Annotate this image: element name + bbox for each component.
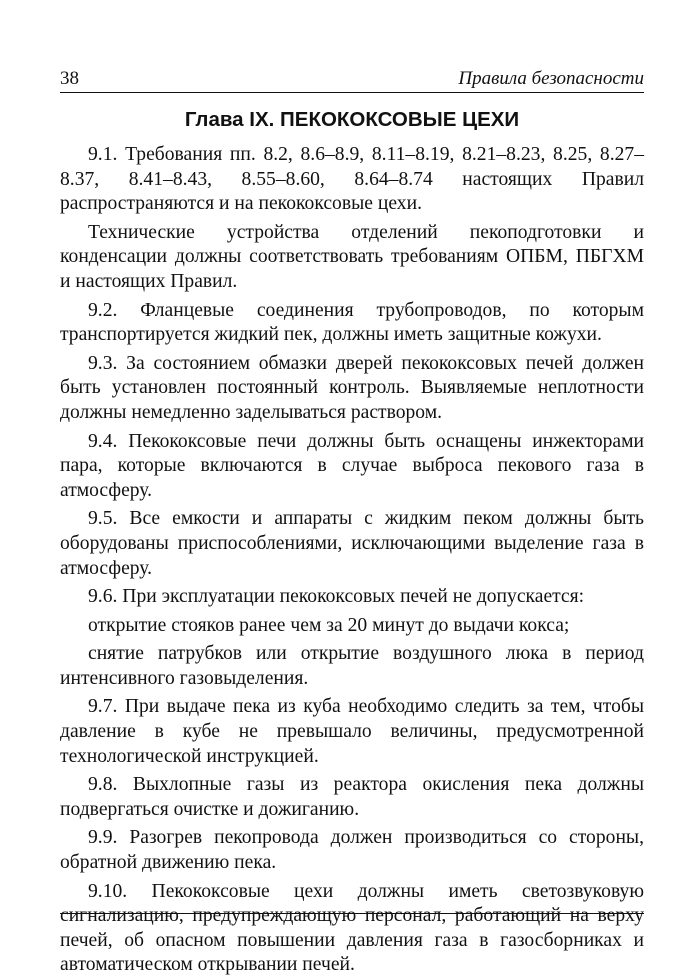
paragraph-9-10: 9.10. Пекококсовые цехи должны иметь светозвуковую сигнализацию, предупреждающую персонал, работающий на верху печей, об опасном повышении давления газа в газосборниках и автоматическом открывании печей. — [60, 880, 644, 976]
paragraph-9-1: 9.1. Требования пп. 8.2, 8.6–8.9, 8.11–8.19, 8.21–8.23, 8.25, 8.27–8.37, 8.41–8.43, 8.55–8.60, 8.64–8.74 настоящих Правил распространяются и на пекококсовые цехи. — [60, 144, 644, 215]
document-page — [60, 68, 644, 978]
page-number: 38 — [60, 68, 79, 89]
paragraph-9-4: 9.4. Пекококсовые печи должны быть оснащены инжекторами пара, которые включаются в случае выброса пекового газа в атмосферу. — [60, 430, 644, 501]
paragraph-9-7: 9.7. При выдаче пека из куба необходимо следить за тем, чтобы давление в кубе не превышало величины, предусмотренной технологической инструкцией. — [60, 696, 644, 767]
page-header — [60, 68, 644, 93]
paragraph-9-9: 9.9. Разогрев пекопровода должен производиться со стороны, обратной движению пека. — [60, 827, 644, 874]
paragraph-technical-devices: Технические устройства отделений пекоподготовки и конденсации должны соответствовать требованиям ОПБМ, ПБГХМ и настоящих Правил. — [60, 221, 644, 292]
paragraph-9-3: 9.3. За состоянием обмазки дверей пекококсовых печей должен быть установлен постоянный контроль. Выявляемые неплотности должны немедленно заделываться раствором. — [60, 352, 644, 423]
paragraph-9-6: 9.6. При эксплуатации пекококсовых печей не допускается: — [88, 586, 585, 608]
paragraph-9-2: 9.2. Фланцевые соединения трубопроводов, по которым транспортируется жидкий пек, должны иметь защитные кожухи. — [60, 299, 644, 346]
paragraph-9-8: 9.8. Выхлопные газы из реактора окисления пека должны подвергаться очистке и дожиганию. — [60, 774, 644, 820]
running-title: Правила безопасности — [458, 68, 644, 89]
body-text — [60, 143, 644, 978]
footer-rule — [60, 913, 644, 914]
paragraph-9-6-item-1: открытие стояков ранее чем за 20 минут до выдачи кокса; — [88, 614, 570, 636]
paragraph-9-5: 9.5. Все емкости и аппараты с жидким пеком должны быть оборудованы приспособлениями, исключающими выделение газа в атмосферу. — [60, 508, 644, 579]
chapter-title: Глава IX. ПЕКОКОКСОВЫЕ ЦЕХИ — [184, 108, 520, 131]
paragraph-9-6-item-2: снятие патрубков или открытие воздушного люка в период интенсивного газовыделения. — [60, 643, 644, 689]
